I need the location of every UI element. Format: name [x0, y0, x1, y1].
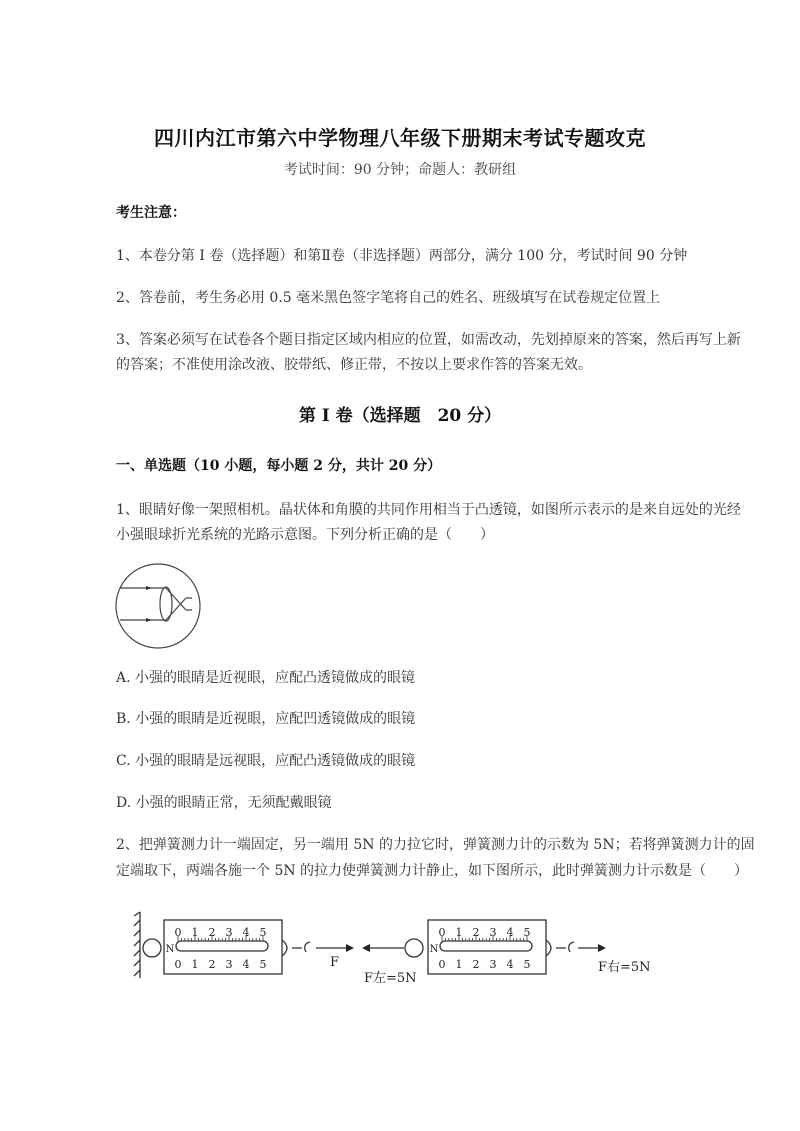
tick-label: 0 [438, 926, 446, 939]
tick-label: 1 [191, 926, 199, 939]
force-label: F [330, 955, 340, 970]
question-2-text: 2、把弹簧测力计一端固定，另一端用 5N 的力拉它时，弹簧测力计的示数为 5N；若将弹簧测力计的固 [116, 837, 755, 853]
option-b[interactable]: B. 小强的眼睛是近视眼，应配凹透镜做成的眼镜 [116, 711, 416, 727]
unit-label: N [165, 944, 175, 955]
tick-label: 0 [174, 926, 182, 939]
question-1-text: 小强眼球折光系统的光路示意图。下列分析正确的是（ ） [116, 527, 494, 543]
section-title: 第 I 卷（选择题 20 分） [298, 406, 502, 426]
tick-label: 1 [455, 958, 463, 971]
tick-label: 3 [489, 926, 497, 939]
tick-label: 3 [225, 926, 233, 939]
unit-label: N [429, 944, 439, 955]
tick-label: 2 [472, 926, 480, 939]
tick-label: 4 [242, 958, 250, 971]
notice-item: 1、本卷分第 I 卷（选择题）和第Ⅱ卷（非选择题）两部分，满分 100 分，考试时间 90 分钟 [116, 248, 688, 264]
tick-label: 3 [225, 958, 233, 971]
tick-label: 3 [489, 958, 497, 971]
tick-label: 1 [455, 926, 463, 939]
part-heading: 一、单选题（10 小题，每小题 2 分，共计 20 分） [116, 458, 442, 474]
option-a[interactable]: A. 小强的眼睛是近视眼，应配凸透镜做成的眼镜 [116, 670, 416, 686]
force-left-label: F左=5N [364, 971, 417, 986]
tick-label: 5 [259, 958, 267, 971]
tick-label: 4 [242, 926, 250, 939]
notice-item: 的答案；不准使用涂改液、胶带纸、修正带，不按以上要求作答的答案无效。 [116, 357, 592, 373]
tick-label: 5 [259, 926, 267, 939]
tick-label: 4 [506, 926, 514, 939]
tick-label: 0 [438, 958, 446, 971]
eye-diagram [110, 560, 210, 650]
force-right-label: F右=5N [598, 960, 651, 975]
exam-info: 考试时间：90 分钟；命题人：教研组 [283, 162, 517, 178]
tick-label: 5 [523, 958, 531, 971]
notice-heading: 考生注意： [116, 205, 186, 221]
notice-item: 2、答卷前，考生务必用 0.5 毫米黑色签字笔将自己的姓名、班级填写在试卷规定位置上 [116, 290, 661, 306]
tick-label: 0 [174, 958, 182, 971]
tick-label: 2 [208, 958, 216, 971]
question-1-text: 1、眼睛好像一架照相机。晶状体和角膜的共同作用相当于凸透镜，如图所示表示的是来自远处的光经 [116, 502, 741, 518]
tick-label: 2 [472, 958, 480, 971]
option-c[interactable]: C. 小强的眼睛是远视眼，应配凸透镜做成的眼镜 [116, 753, 416, 769]
tick-label: 5 [523, 926, 531, 939]
tick-label: 1 [191, 958, 199, 971]
notice-item: 3、答案必须写在试卷各个题目指定区域内相应的位置，如需改动，先划掉原来的答案，然后再写上新 [116, 332, 741, 348]
question-2-text: 定端取下，两端各施一个 5N 的拉力使弹簧测力计静止，如下图所示，此时弹簧测力计示数是（ ） [116, 863, 749, 879]
tick-label: 4 [506, 958, 514, 971]
tick-label: 2 [208, 926, 216, 939]
page-title: 四川内江市第六中学物理八年级下册期末考试专题攻克 [154, 126, 646, 150]
option-d[interactable]: D. 小强的眼睛正常，无须配戴眼镜 [116, 795, 332, 811]
spring-scale-diagram [120, 900, 680, 1000]
